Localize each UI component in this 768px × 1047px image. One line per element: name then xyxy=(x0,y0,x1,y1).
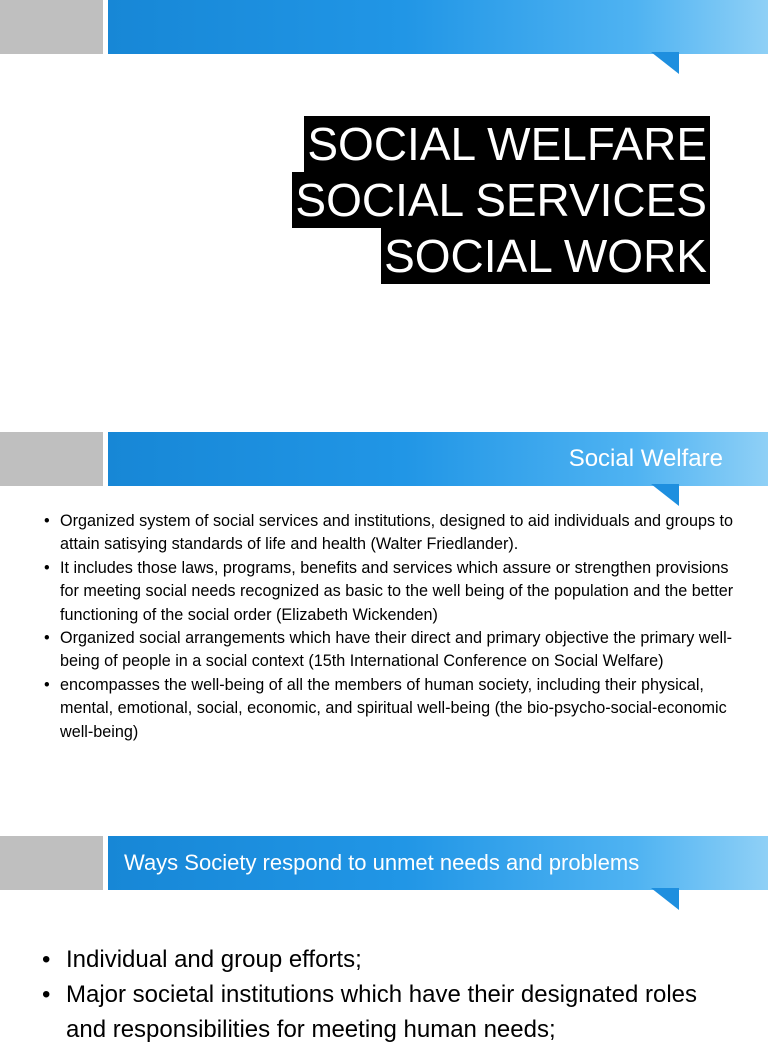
slide-heading: Ways Society respond to unmet needs and problems xyxy=(124,850,640,875)
banner-tail xyxy=(651,888,679,910)
list-item: • Individual and group efforts; xyxy=(42,942,742,977)
definition-list xyxy=(44,510,734,744)
list-item: • It includes those laws, programs, benefits and services which assure or strengthen provisions for meeting social needs recognized as basic to the well being of the population and the better functioning of the social order (Elizabeth Wickenden) xyxy=(44,557,734,627)
header-gray-block xyxy=(0,836,103,890)
list-item: • Organized social arrangements which have their direct and primary objective the primary well-being of people in a social context (15th International Conference on Social Welfare) xyxy=(44,627,734,674)
social-welfare-slide xyxy=(0,432,768,824)
header-blue-banner xyxy=(108,0,768,54)
title-line-social-welfare: SOCIAL WELFARE xyxy=(304,116,710,172)
title-slide xyxy=(0,0,768,420)
response-list xyxy=(42,942,742,1047)
title-line-social-services: SOCIAL SERVICES xyxy=(292,172,710,228)
list-item: • Major societal institutions which have their designated roles and responsibilities for meeting human needs; xyxy=(42,977,742,1047)
banner-tail xyxy=(651,52,679,74)
main-title xyxy=(292,116,710,284)
list-item: • Organized system of social services and institutions, designed to aid individuals and groups to attain satisying standards of life and health (Walter Friedlander). xyxy=(44,510,734,557)
slide-heading: Social Welfare xyxy=(568,445,723,472)
header-gray-block xyxy=(0,432,103,486)
banner-tail xyxy=(651,484,679,506)
list-item: • encompasses the well-being of all the members of human society, including their physical, mental, emotional, social, economic, and spiritual well-being (the bio-psycho-social-economic well-being) xyxy=(44,674,734,744)
title-line-social-work: SOCIAL WORK xyxy=(381,228,710,284)
ways-society-slide xyxy=(0,836,768,1043)
header-gray-block xyxy=(0,0,103,54)
